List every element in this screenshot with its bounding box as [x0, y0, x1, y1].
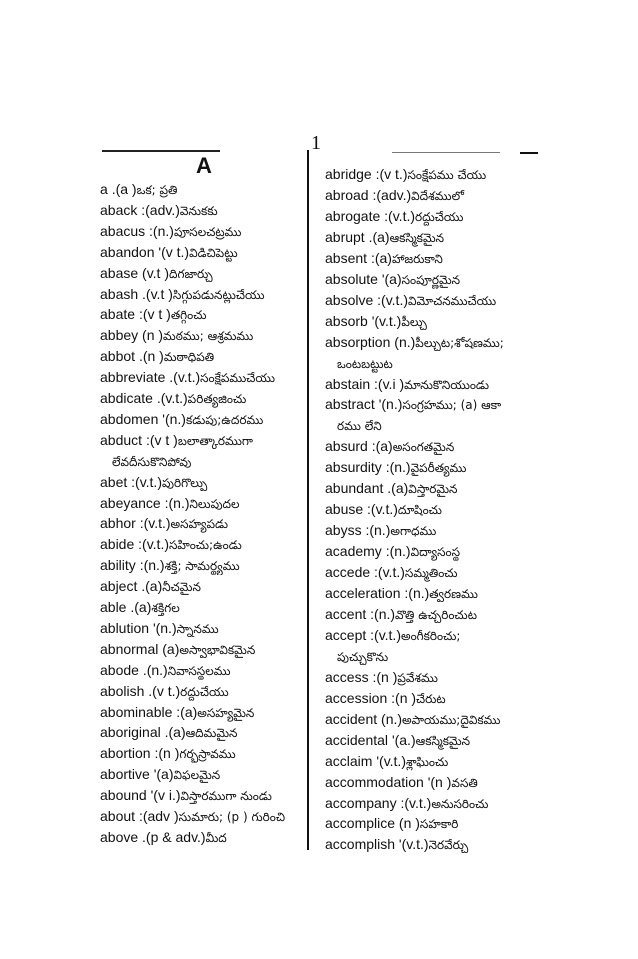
entry-meaning: పరిత్యజించు — [187, 392, 247, 406]
dictionary-entry — [325, 834, 540, 854]
entry-meaning: వొత్తి ఉచ్చరించుట — [395, 607, 477, 622]
entry-meaning: నిలుపుదల — [189, 496, 240, 511]
entry-word: ability — [100, 557, 136, 574]
entry-part-of-speech: :(adv.) — [141, 201, 180, 218]
entry-meaning: అంగీకరించు; — [400, 628, 461, 643]
dictionary-entry — [325, 436, 540, 456]
entry-word: abate — [100, 306, 136, 323]
entry-part-of-speech: :(n.) — [385, 459, 411, 476]
dictionary-entry — [325, 793, 540, 813]
entry-meaning: ఒక; ప్రతి — [136, 183, 178, 197]
dictionary-entry — [100, 618, 305, 638]
dictionary-entry — [325, 709, 540, 729]
entry-word: abhor — [100, 515, 136, 532]
entry-meaning: ఒంటబట్టుట — [337, 356, 393, 371]
entry-part-of-speech: '(n.) — [378, 396, 403, 413]
entry-word: abeyance — [100, 494, 161, 511]
entry-word: accident — [325, 710, 378, 727]
entry-word: abdomen — [100, 410, 159, 427]
dictionary-entry — [100, 388, 305, 408]
dictionary-entry — [325, 646, 552, 666]
entry-part-of-speech: '(a.) — [391, 731, 416, 748]
entry-word: absurd — [325, 438, 368, 455]
dictionary-entry — [100, 367, 305, 387]
entry-meaning: విస్తారముగా నుండు — [180, 789, 272, 804]
entry-word: accede — [325, 564, 371, 581]
dictionary-entry — [325, 353, 552, 373]
entry-meaning: సిగ్గుపడునట్లుచేయు — [172, 287, 265, 302]
entry-meaning: అనుసరించు — [431, 796, 489, 811]
entry-word: abbreviate — [100, 369, 166, 386]
entry-part-of-speech: '(n.) — [162, 410, 186, 427]
entry-meaning: విస్తారమైన — [408, 482, 458, 497]
entry-word: abide — [100, 536, 135, 553]
letter-heading: A — [196, 153, 212, 178]
entry-word: aboriginal — [100, 724, 161, 741]
entry-meaning: మఠము; ఆశ్రమము — [163, 329, 254, 344]
entry-part-of-speech: '(n ) — [427, 773, 452, 790]
entry-word: abundant — [325, 480, 384, 497]
entry-part-of-speech: :(a) — [370, 249, 392, 266]
entry-word: abrupt — [325, 228, 365, 245]
dictionary-entry — [100, 660, 305, 680]
entry-part-of-speech: :(n.) — [149, 222, 174, 239]
entry-part-of-speech: '(v i.) — [150, 787, 181, 804]
entry-meaning: నివాసస్థలము — [167, 663, 231, 678]
entry-part-of-speech: (n.) — [381, 710, 403, 727]
entry-word: absorption — [325, 333, 391, 350]
dictionary-entry — [100, 179, 305, 199]
entry-word: abstain — [325, 375, 371, 392]
entry-word: abyss — [325, 522, 362, 539]
dictionary-entry — [100, 513, 305, 533]
dictionary-entry — [100, 722, 305, 742]
entry-part-of-speech: .(p & adv.) — [142, 828, 206, 845]
dictionary-entry — [325, 499, 540, 519]
dictionary-entry — [325, 227, 540, 247]
entry-meaning: సంక్షేపముచేయు — [200, 371, 275, 386]
entry-part-of-speech: .(n.) — [142, 661, 168, 678]
dictionary-entry — [325, 772, 540, 792]
entry-part-of-speech: :(adv ) — [138, 808, 179, 824]
entry-word: abode — [100, 661, 139, 678]
dictionary-entry — [325, 415, 552, 435]
entry-part-of-speech: :(n.) — [365, 522, 391, 539]
entry-meaning: రద్దుచేయు — [180, 684, 229, 699]
entry-part-of-speech: (v.t ) — [142, 264, 170, 281]
entry-part-of-speech: .(v.t.) — [156, 390, 188, 406]
entry-part-of-speech: :(v.t.) — [400, 794, 432, 811]
entry-part-of-speech: .(a) — [141, 578, 163, 595]
entry-word: abduct — [100, 431, 143, 448]
dictionary-entry — [100, 451, 317, 471]
entry-word: a — [100, 181, 108, 197]
dictionary-entry — [100, 827, 305, 847]
entry-word: accomplish — [325, 836, 396, 853]
entry-meaning: సంపూర్ణమైన — [401, 272, 461, 287]
entry-meaning: వైపరీత్యము — [410, 461, 467, 476]
entry-meaning: కడుపు;ఉదరము — [185, 412, 264, 427]
entry-meaning: పీల్చుట;శోషణము; — [415, 335, 504, 350]
entry-word: accent — [325, 605, 367, 622]
entry-part-of-speech: .(a) — [130, 599, 152, 615]
dictionary-entry — [325, 667, 540, 687]
dictionary-entry — [325, 520, 540, 540]
dictionary-entry — [100, 200, 305, 220]
entry-part-of-speech: '(a) — [153, 766, 174, 783]
entry-meaning: విద్యాసంస్థ — [410, 545, 461, 560]
entry-meaning: పీల్చు — [401, 314, 427, 329]
entry-word: absent — [325, 249, 368, 266]
entry-meaning: దిగజార్చు — [169, 266, 213, 281]
entry-word: abroad — [325, 186, 369, 203]
entry-part-of-speech: :(n ) — [154, 745, 180, 762]
dictionary-entry — [325, 478, 540, 498]
entry-part-of-speech: :(v.t.) — [370, 626, 401, 643]
dictionary-entry — [100, 304, 305, 324]
dictionary-entry — [325, 269, 540, 289]
entry-word: access — [325, 668, 369, 685]
entry-meaning: ఆకస్మికమైన — [415, 733, 471, 748]
entry-meaning: అపాయము;దైవికము — [402, 712, 501, 727]
entry-part-of-speech: :(v.i ) — [374, 375, 405, 392]
entry-meaning: గర్భస్రావము — [179, 747, 236, 762]
dictionary-entry — [325, 164, 540, 184]
entry-meaning: మఠాధిపతి — [163, 350, 215, 365]
dictionary-entry — [100, 806, 305, 826]
entry-meaning: సహించు;ఉండు — [169, 538, 242, 553]
dictionary-entry — [100, 576, 305, 596]
dictionary-entry — [325, 374, 540, 394]
entry-meaning: సమ్మతించు — [404, 566, 458, 581]
entry-part-of-speech: :(n.) — [139, 557, 165, 574]
entry-word: abbey — [100, 327, 139, 344]
entry-part-of-speech: .(a) — [387, 480, 409, 497]
entry-meaning: త్వరణము — [429, 587, 478, 601]
dictionary-entry — [325, 311, 540, 331]
entry-part-of-speech: :(v.t.) — [374, 564, 405, 581]
entry-word: abortion — [100, 745, 151, 762]
entry-meaning: చేరుట — [416, 691, 446, 706]
entry-word: abase — [100, 264, 139, 281]
entry-word: absorb — [325, 312, 368, 329]
entry-part-of-speech: .(n ) — [138, 348, 164, 365]
entry-word: accomplice — [325, 815, 396, 832]
entry-meaning: సహకారి — [419, 817, 459, 832]
entry-meaning: తగ్గించు — [170, 308, 207, 323]
entry-meaning: మీద — [205, 830, 227, 845]
entry-part-of-speech: (n.) — [394, 333, 416, 350]
entry-meaning: శక్తిగల — [151, 601, 180, 615]
entry-part-of-speech: :(n.) — [164, 494, 190, 511]
entry-word: absolute — [325, 270, 378, 287]
dictionary-entry — [325, 541, 540, 561]
entry-part-of-speech: :(v.t.) — [377, 291, 408, 308]
entry-meaning: అగాధము — [390, 524, 437, 539]
entry-part-of-speech: :(v.t.) — [131, 473, 162, 490]
entry-meaning: విడిచిపెట్టు — [189, 245, 238, 260]
dictionary-entry — [325, 206, 540, 226]
entry-part-of-speech: :(v.t.) — [138, 536, 169, 553]
entry-part-of-speech: .(v.t.) — [169, 369, 201, 386]
entry-part-of-speech: (n ) — [142, 327, 164, 344]
entry-meaning: అసహ్యమైన — [197, 705, 255, 720]
entry-part-of-speech: .(v.t ) — [142, 285, 173, 302]
dictionary-entry — [100, 597, 305, 617]
entry-part-of-speech: .(a) — [164, 724, 186, 741]
entry-word: abash — [100, 285, 139, 302]
entry-word: abet — [100, 473, 128, 490]
entry-part-of-speech: :(v.t.) — [139, 515, 171, 532]
entry-word: abject — [100, 578, 138, 595]
dictionary-entry — [325, 625, 540, 645]
dictionary-entry — [325, 813, 540, 833]
entry-meaning: వసతి — [451, 775, 478, 790]
entry-word: abacus — [100, 222, 146, 239]
entry-part-of-speech: :(n.) — [404, 585, 430, 601]
dictionary-entry — [325, 583, 540, 603]
dictionary-entry — [100, 764, 305, 784]
dictionary-entry — [100, 702, 305, 722]
entry-word: abandon — [100, 243, 155, 260]
entry-meaning: పురిగొల్పు — [161, 475, 208, 490]
entry-part-of-speech: '(a) — [381, 270, 402, 287]
entry-part-of-speech: :(n ) — [372, 668, 398, 685]
entry-word: ablution — [100, 619, 150, 636]
entry-word: accession — [325, 689, 388, 706]
dictionary-entry — [100, 325, 305, 345]
entry-meaning: రద్దుచేయు — [415, 209, 464, 224]
entry-meaning: లేవదీసుకొనిపోవు — [112, 454, 192, 469]
entry-meaning: శక్తి; సామర్థ్యము — [164, 559, 240, 574]
dictionary-entry — [100, 534, 305, 554]
entry-part-of-speech: :(adv.) — [372, 186, 412, 203]
dictionary-entry — [325, 290, 540, 310]
entry-word: acclaim — [325, 752, 373, 769]
entry-word: accompany — [325, 794, 397, 811]
entry-meaning: అసంగతమైన — [392, 440, 455, 455]
entry-word: accept — [325, 626, 367, 643]
entry-word: above — [100, 828, 139, 845]
entry-part-of-speech: :(n ) — [391, 689, 417, 706]
dictionary-entry — [100, 743, 305, 763]
dictionary-entry — [100, 681, 305, 701]
entry-meaning: విఫలమైన — [173, 768, 221, 783]
dictionary-entry — [100, 346, 305, 366]
dictionary-entry — [100, 785, 305, 805]
entry-part-of-speech: :(a) — [371, 438, 393, 455]
dictionary-entry — [100, 263, 305, 283]
dictionary-entry — [325, 248, 540, 268]
entry-part-of-speech: .(v t.) — [148, 682, 181, 699]
entry-word: about — [100, 808, 136, 824]
entry-part-of-speech: '(v.t.) — [398, 836, 429, 853]
entry-word: abbot — [100, 348, 136, 365]
entry-word: abnormal — [100, 640, 159, 657]
entry-word: abdicate — [100, 390, 153, 406]
entry-part-of-speech: :(n.) — [370, 605, 396, 622]
entry-word: abominable — [100, 703, 173, 720]
entry-meaning: బలాత్కారముగా — [177, 433, 253, 448]
dictionary-entry — [100, 221, 305, 241]
entry-word: absolve — [325, 291, 374, 308]
entry-word: aback — [100, 201, 138, 218]
entry-meaning: శ్లాఘించు — [406, 754, 449, 769]
entry-part-of-speech: :(v.t.) — [367, 501, 398, 518]
dictionary-entry — [325, 730, 540, 750]
entry-part-of-speech: '(v t.) — [158, 243, 190, 260]
dictionary-entry — [100, 409, 305, 429]
entry-part-of-speech: .(a) — [368, 228, 390, 245]
entry-meaning: పుచ్చుకొను — [337, 649, 389, 664]
entry-meaning: విదేశములో — [411, 188, 464, 203]
entry-part-of-speech: :(n.) — [385, 543, 411, 560]
entry-part-of-speech: :(v.t.) — [384, 207, 416, 224]
dictionary-entry — [325, 332, 540, 352]
entry-word: abuse — [325, 501, 364, 518]
dictionary-entry — [325, 185, 540, 205]
entry-meaning: నెరవేర్చు — [428, 838, 469, 853]
entry-part-of-speech: (n ) — [398, 815, 420, 832]
dictionary-entry — [325, 457, 540, 477]
entry-meaning: ఆదిమమైన — [185, 726, 238, 741]
page-number: 1 — [311, 132, 321, 154]
entry-part-of-speech: (a) — [162, 640, 180, 657]
entry-word: abortive — [100, 766, 150, 783]
entry-word: abolish — [100, 682, 145, 699]
entry-part-of-speech: :(a) — [176, 703, 198, 720]
entry-part-of-speech: '(v.t.) — [376, 752, 406, 769]
dictionary-entry — [325, 604, 540, 624]
entry-meaning: పూసలచట్రము — [173, 224, 242, 239]
entry-meaning: హాజరుకాని — [391, 251, 443, 266]
dictionary-entry — [100, 493, 305, 513]
entry-word: abound — [100, 787, 147, 804]
dictionary-entry — [100, 284, 305, 304]
dictionary-entry — [325, 394, 540, 414]
entry-part-of-speech: '(v.t.) — [371, 312, 402, 329]
dictionary-entry — [100, 555, 305, 575]
dictionary-entry — [100, 430, 305, 450]
entry-meaning: రము లేని — [337, 419, 382, 434]
dictionary-entry — [325, 688, 540, 708]
entry-meaning: దూషించు — [397, 503, 442, 518]
entry-meaning: ప్రవేశము — [397, 670, 438, 685]
entry-part-of-speech: .(a ) — [111, 181, 137, 197]
entry-meaning: సంగ్రహము; (a) ఆకా — [402, 398, 502, 413]
entry-meaning: అస్వాభావికమైన — [179, 642, 256, 657]
entry-word: accidental — [325, 731, 389, 748]
entry-word: abstract — [325, 396, 375, 413]
entry-meaning: మానుకొనియుండు — [404, 377, 489, 392]
dictionary-entry — [325, 751, 540, 771]
entry-meaning: వెనుకకు — [179, 203, 218, 218]
entry-word: accommodation — [325, 773, 424, 790]
entry-meaning: విమోచనముచేయు — [408, 293, 497, 308]
entry-meaning: అసహ్యపడు — [170, 517, 229, 532]
entry-word: abridge — [325, 166, 372, 182]
entry-word: able — [100, 599, 127, 615]
dictionary-entry — [100, 472, 305, 492]
entry-part-of-speech: :(v t ) — [138, 306, 171, 323]
dictionary-entry — [100, 242, 305, 262]
entry-part-of-speech: :(v t.) — [375, 166, 408, 182]
header-rule-right-dash — [520, 152, 538, 154]
entry-word: acceleration — [325, 585, 401, 601]
entry-part-of-speech: :(v t ) — [145, 431, 178, 448]
entry-meaning: స్నానము — [176, 621, 219, 636]
entry-meaning: నీచమైన — [162, 580, 201, 595]
dictionary-entry — [100, 639, 305, 659]
entry-word: academy — [325, 543, 382, 560]
entry-word: absurdity — [325, 459, 382, 476]
entry-word: abrogate — [325, 207, 381, 224]
entry-meaning: సుమారు; (p ) గురించి — [178, 810, 286, 824]
header-rule-right — [392, 152, 500, 153]
entry-meaning: ఆకస్మికమైన — [389, 230, 445, 245]
dictionary-entry — [325, 562, 540, 582]
column-divider — [307, 150, 309, 850]
entry-part-of-speech: '(n.) — [152, 619, 177, 636]
header-rule-left — [102, 150, 220, 152]
entry-meaning: సంక్షేపము చేయు — [407, 168, 487, 182]
